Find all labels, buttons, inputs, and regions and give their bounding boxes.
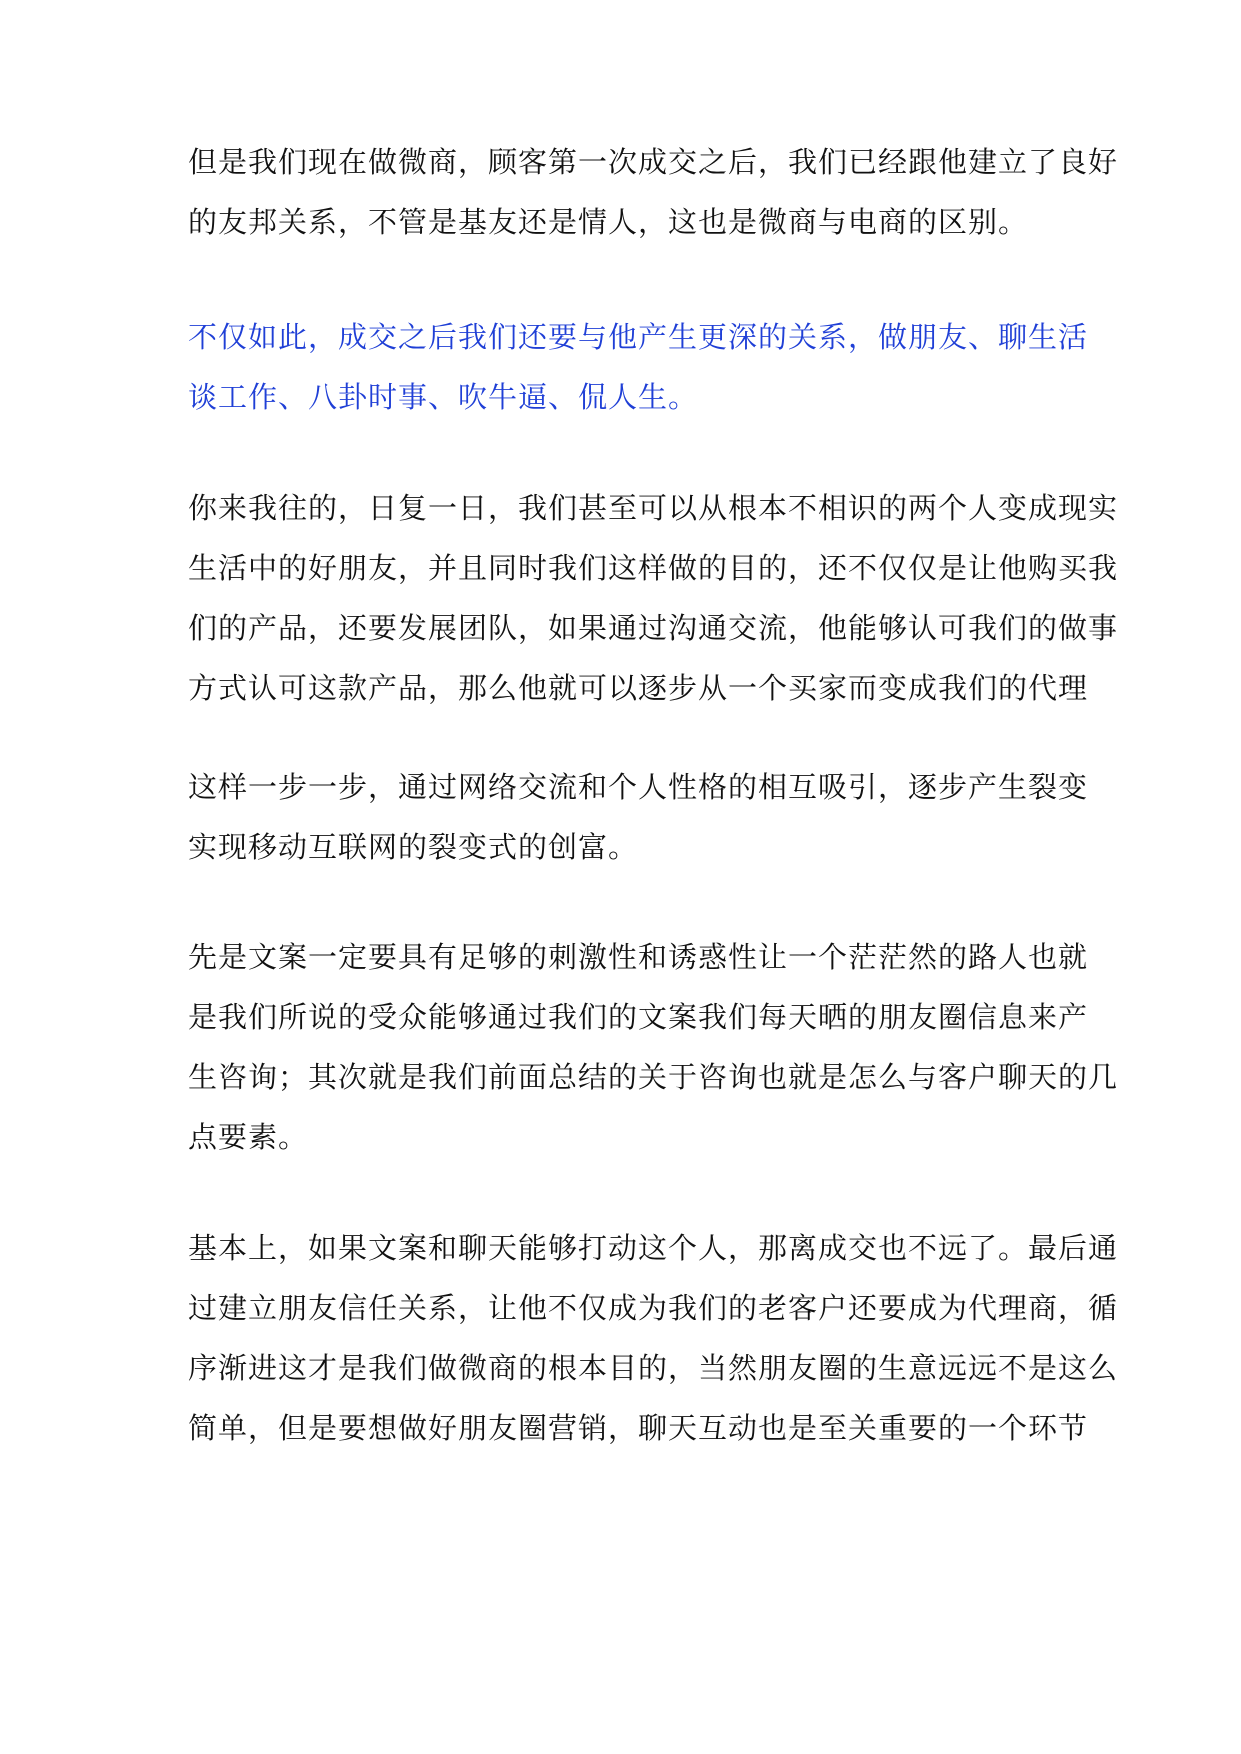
text-line: 们的产品，还要发展团队，如果通过沟通交流，他能够认可我们的做事: [188, 611, 1119, 645]
text-line: 的友邦关系，不管是基友还是情人，这也是微商与电商的区别。: [188, 205, 1029, 239]
text-line: 是我们所说的受众能够通过我们的文案我们每天晒的朋友圈信息来产: [188, 1000, 1089, 1034]
highlighted-line: 谈工作、八卦时事、吹牛逼、侃人生。: [188, 380, 699, 414]
text-line: 先是文案一定要具有足够的刺激性和诱惑性让一个茫茫然的路人也就: [188, 940, 1089, 974]
text-line: 方式认可这款产品，那么他就可以逐步从一个买家而变成我们的代理: [188, 671, 1089, 705]
text-line: 过建立朋友信任关系，让他不仅成为我们的老客户还要成为代理商，循: [188, 1291, 1119, 1325]
text-line: 但是我们现在做微商，顾客第一次成交之后，我们已经跟他建立了良好: [188, 145, 1119, 179]
text-line: 点要素。: [188, 1120, 309, 1154]
highlighted-line: 不仅如此，成交之后我们还要与他产生更深的关系，做朋友、聊生活: [188, 320, 1089, 354]
text-line: 简单，但是要想做好朋友圈营销，聊天互动也是至关重要的一个环节: [188, 1411, 1089, 1445]
text-line: 基本上，如果文案和聊天能够打动这个人，那离成交也不远了。最后通: [188, 1231, 1119, 1265]
text-line: 生活中的好朋友，并且同时我们这样做的目的，还不仅仅是让他购买我: [188, 551, 1119, 585]
text-line: 你来我往的，日复一日，我们甚至可以从根本不相识的两个人变成现实: [188, 491, 1119, 525]
text-line: 实现移动互联网的裂变式的创富。: [188, 830, 639, 864]
text-line: 这样一步一步，通过网络交流和个人性格的相互吸引，逐步产生裂变: [188, 770, 1089, 804]
text-line: 生咨询；其次就是我们前面总结的关于咨询也就是怎么与客户聊天的几: [188, 1060, 1119, 1094]
text-line: 序渐进这才是我们做微商的根本目的，当然朋友圈的生意远远不是这么: [188, 1351, 1119, 1385]
